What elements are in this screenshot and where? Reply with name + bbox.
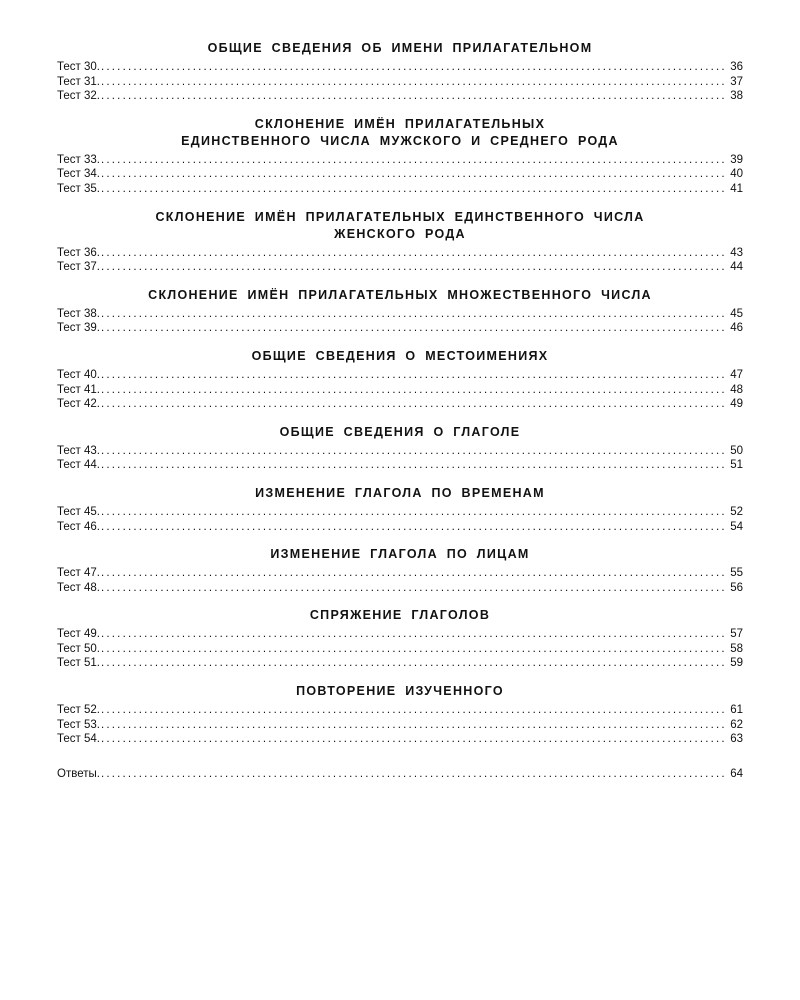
entry-label: Ответы.: [57, 767, 100, 780]
toc-entry: [57, 167, 743, 182]
dot-leader: [101, 307, 726, 322]
toc-entry: [57, 505, 743, 520]
entry-label: Тест 38.: [57, 307, 100, 320]
section-heading: [57, 546, 743, 563]
toc-entry: [57, 75, 743, 90]
toc-entry: [57, 718, 743, 733]
entry-label: Тест 33.: [57, 153, 100, 166]
section-heading: [57, 116, 743, 150]
dot-leader: [101, 383, 726, 398]
section-heading: [57, 424, 743, 441]
entry-page-number: 39: [730, 153, 743, 166]
dot-leader: [101, 75, 726, 90]
entry-page-number: 56: [730, 581, 743, 594]
section-heading: [57, 348, 743, 365]
section-spacer: [57, 747, 743, 759]
dot-leader: [101, 767, 726, 782]
table-of-contents: [57, 40, 743, 781]
section-heading-line: ОБЩИЕ СВЕДЕНИЯ О МЕСТОИМЕНИЯХ: [251, 348, 549, 363]
section-heading-line: СПРЯЖЕНИЕ ГЛАГОЛОВ: [309, 608, 491, 623]
entry-page-number: 63: [730, 733, 743, 746]
dot-leader: [101, 703, 726, 718]
section-spacer: [57, 275, 743, 287]
entry-page-number: 52: [730, 505, 743, 518]
entry-label: Тест 42.: [57, 398, 100, 411]
entry-page-number: 37: [730, 75, 743, 88]
section-spacer: [57, 104, 743, 116]
toc-entry: [57, 703, 743, 718]
section-heading-line: ЕДИНСТВЕННОГО ЧИСЛА МУЖСКОГО И СРЕДНЕГО РОДА: [181, 133, 619, 148]
section-heading: [57, 485, 743, 502]
section-heading-line: ИЗМЕНЕНИЕ ГЛАГОЛА ПО ВРЕМЕНАМ: [255, 485, 545, 500]
dot-leader: [101, 167, 726, 182]
toc-section: [57, 485, 743, 534]
entry-page-number: 51: [730, 459, 743, 472]
entry-label: Тест 48.: [57, 581, 100, 594]
entry-label: Тест 46.: [57, 520, 100, 533]
section-heading-line: СКЛОНЕНИЕ ИМЁН ПРИЛАГАТЕЛЬНЫХ: [254, 116, 546, 131]
dot-leader: [101, 153, 726, 168]
entry-page-number: 57: [730, 628, 743, 641]
dot-leader: [101, 566, 726, 581]
dot-leader: [101, 89, 726, 104]
entry-label: Тест 49.: [57, 628, 100, 641]
dot-leader: [101, 732, 726, 747]
toc-section: [57, 683, 743, 747]
entry-page-number: 41: [730, 182, 743, 195]
section-spacer: [57, 336, 743, 348]
toc-entry: [57, 260, 743, 275]
dot-leader: [101, 656, 726, 671]
dot-leader: [101, 505, 726, 520]
entry-label: Тест 30.: [57, 61, 100, 73]
entry-page-number: 46: [730, 322, 743, 335]
section-spacer: [57, 534, 743, 546]
entry-label: Тест 37.: [57, 261, 100, 274]
section-heading: [57, 683, 743, 700]
toc-entry: [57, 566, 743, 581]
toc-section: [57, 546, 743, 595]
entry-label: Тест 44.: [57, 459, 100, 472]
entry-page-number: 49: [730, 398, 743, 411]
dot-leader: [101, 627, 726, 642]
toc-entry: [57, 321, 743, 336]
entry-page-number: 54: [730, 520, 743, 533]
entry-label: Тест 32.: [57, 90, 100, 103]
toc-entry: [57, 307, 743, 322]
section-spacer: [57, 671, 743, 683]
dot-leader: [101, 368, 726, 383]
section-heading: [57, 287, 743, 304]
dot-leader: [101, 321, 726, 336]
toc-section: [57, 424, 743, 473]
dot-leader: [101, 642, 726, 657]
dot-leader: [101, 718, 726, 733]
toc-entry: [57, 458, 743, 473]
toc-section: [57, 116, 743, 197]
section-spacer: [57, 595, 743, 607]
toc-entry: [57, 60, 743, 75]
section-heading-line: ИЗМЕНЕНИЕ ГЛАГОЛА ПО ЛИЦАМ: [270, 547, 530, 562]
entry-label: Тест 47.: [57, 567, 100, 580]
section-heading-line: ОБЩИЕ СВЕДЕНИЯ О ГЛАГОЛЕ: [279, 424, 521, 439]
toc-section: [57, 348, 743, 412]
entry-page-number: 47: [730, 368, 743, 381]
toc-entry: [57, 627, 743, 642]
section-heading-line: СКЛОНЕНИЕ ИМЁН ПРИЛАГАТЕЛЬНЫХ ЕДИНСТВЕННОГО ЧИСЛА: [155, 209, 645, 224]
section-heading: [57, 607, 743, 624]
entry-label: Тест 50.: [57, 642, 100, 655]
toc-entry-answers: [57, 767, 743, 782]
toc-entry: [57, 153, 743, 168]
entry-page-number: 55: [730, 567, 743, 580]
dot-leader: [101, 182, 726, 197]
entry-label: Тест 36.: [57, 246, 100, 259]
entry-page-number: 36: [730, 61, 743, 73]
entry-label: Тест 51.: [57, 657, 100, 670]
toc-entry: [57, 383, 743, 398]
toc-entry: [57, 397, 743, 412]
toc-entry: [57, 656, 743, 671]
section-heading-line: СКЛОНЕНИЕ ИМЁН ПРИЛАГАТЕЛЬНЫХ МНОЖЕСТВЕННОГО ЧИСЛА: [148, 287, 652, 302]
entry-label: Тест 31.: [57, 75, 100, 88]
section-heading-line: ПОВТОРЕНИЕ ИЗУЧЕННОГО: [296, 684, 504, 699]
dot-leader: [101, 260, 726, 275]
toc-entry: [57, 444, 743, 459]
toc-entry: [57, 732, 743, 747]
entry-label: Тест 40.: [57, 368, 100, 381]
toc-entry: [57, 581, 743, 596]
toc-section: [57, 209, 743, 275]
section-heading-line: ОБЩИЕ СВЕДЕНИЯ ОБ ИМЕНИ ПРИЛАГАТЕЛЬНОМ: [207, 41, 593, 55]
entry-label: Тест 52.: [57, 704, 100, 717]
dot-leader: [101, 520, 726, 535]
section-heading: [57, 209, 743, 243]
entry-label: Тест 53.: [57, 718, 100, 731]
entry-label: Тест 45.: [57, 505, 100, 518]
toc-entry: [57, 520, 743, 535]
dot-leader: [101, 60, 726, 75]
entry-page-number: 45: [730, 307, 743, 320]
entry-page-number: 40: [730, 168, 743, 181]
section-heading-line: ЖЕНСКОГО РОДА: [334, 226, 466, 241]
section-spacer: [57, 412, 743, 424]
entry-page-number: 58: [730, 642, 743, 655]
entry-page-number: 62: [730, 718, 743, 731]
toc-section: [57, 287, 743, 336]
toc-entry: [57, 246, 743, 261]
entry-page-number: 64: [730, 767, 743, 780]
toc-entry: [57, 642, 743, 657]
entry-label: Тест 34.: [57, 168, 100, 181]
section-spacer: [57, 473, 743, 485]
entry-page-number: 50: [730, 444, 743, 457]
toc-section: [57, 40, 743, 104]
entry-page-number: 38: [730, 90, 743, 103]
dot-leader: [101, 458, 726, 473]
toc-entry: [57, 368, 743, 383]
toc-section: [57, 607, 743, 671]
toc-entry: [57, 182, 743, 197]
entry-page-number: 48: [730, 383, 743, 396]
entry-label: Тест 41.: [57, 383, 100, 396]
dot-leader: [101, 444, 726, 459]
entry-page-number: 61: [730, 704, 743, 717]
entry-label: Тест 43.: [57, 444, 100, 457]
section-spacer: [57, 197, 743, 209]
section-heading: [57, 40, 743, 57]
entry-page-number: 59: [730, 657, 743, 670]
dot-leader: [101, 581, 726, 596]
entry-label: Тест 54.: [57, 733, 100, 746]
toc-entry: [57, 89, 743, 104]
entry-page-number: 44: [730, 261, 743, 274]
entry-label: Тест 35.: [57, 182, 100, 195]
entry-page-number: 43: [730, 246, 743, 259]
entry-label: Тест 39.: [57, 322, 100, 335]
dot-leader: [101, 246, 726, 261]
dot-leader: [101, 397, 726, 412]
